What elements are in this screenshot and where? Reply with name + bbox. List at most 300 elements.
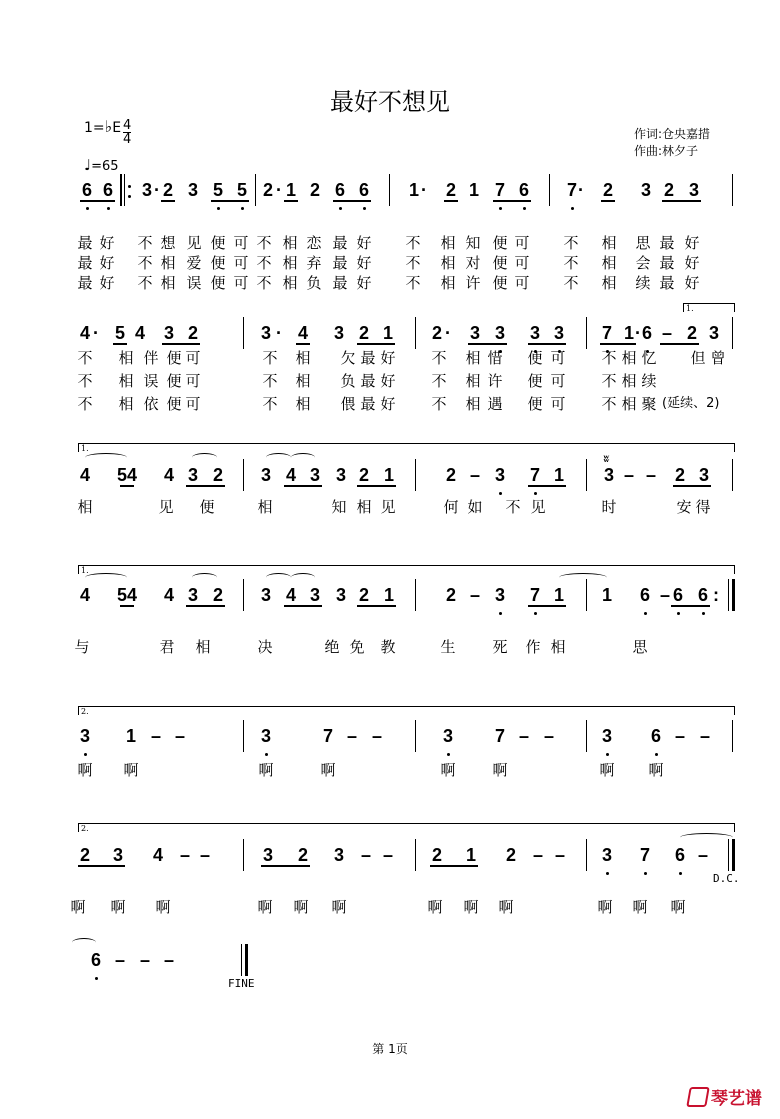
lyric-char: 安 [676, 498, 692, 516]
lyric-char: 可 [514, 234, 530, 252]
lyric-char: 啊 [632, 898, 648, 916]
lyric-char: 生 [440, 638, 456, 656]
lyric-char: 续 [635, 274, 651, 292]
lyric-char: 思 [632, 638, 648, 656]
note: 4 [134, 323, 146, 343]
note: 2 [686, 323, 698, 343]
note: 7 [494, 180, 506, 200]
lyric-char: 不 [77, 395, 93, 413]
underline [261, 865, 310, 867]
underline [600, 343, 636, 345]
underline [186, 485, 225, 487]
lyric-char: 啊 [257, 898, 273, 916]
note: 1 [125, 726, 137, 746]
lyric-char: 相 [195, 638, 211, 656]
note: 2 [505, 845, 517, 865]
lyric-char: 思 [635, 234, 651, 252]
octave-dot-below [95, 977, 98, 980]
note: 2 [187, 323, 199, 343]
volta-label: 1. [81, 444, 89, 453]
lyric-char: 不 [262, 372, 278, 390]
note: 4 [79, 465, 91, 485]
lyric-char: 与 [74, 638, 90, 656]
lyric-char: 啊 [597, 898, 613, 916]
note: 3 [335, 585, 347, 605]
lyric-char: 可 [233, 254, 249, 272]
barline [732, 720, 733, 752]
lyric-char: 时 [601, 498, 617, 516]
octave-dot-below [702, 612, 705, 615]
slur [85, 573, 127, 582]
lyric-char: 相 [465, 349, 481, 367]
barline [243, 317, 244, 349]
double-barline [245, 944, 248, 976]
note: 3 [112, 845, 124, 865]
note: 3 [260, 465, 272, 485]
note: 54 [116, 585, 138, 605]
note: 2 [445, 585, 457, 605]
note: 2 [602, 180, 614, 200]
barline [415, 459, 416, 491]
logo-text: 琴艺谱 [711, 1089, 762, 1109]
note: 3 [688, 180, 700, 200]
lyric-char: 相 [282, 234, 298, 252]
tempo-value: =65 [91, 159, 119, 174]
lyric-char: 不 [137, 274, 153, 292]
lyric-char: 好 [380, 372, 396, 390]
page-number: 第 1页 [372, 1042, 408, 1056]
lyric-char: 不 [563, 274, 579, 292]
note: 2 [79, 845, 91, 865]
underline [528, 485, 566, 487]
note: 2 [431, 323, 443, 343]
note: 3 [553, 323, 565, 343]
note: 1 [465, 845, 477, 865]
augmentation-dot: · [276, 180, 282, 200]
barline [415, 317, 416, 349]
slur [291, 573, 315, 582]
lyric-char: 啊 [123, 761, 139, 779]
lyric-char: 啊 [463, 898, 479, 916]
note: 2 [358, 585, 370, 605]
lyric-char: 君 [159, 638, 175, 656]
note: 1 [553, 585, 565, 605]
lyric-char: 好 [99, 254, 115, 272]
lyric-char: 相 [465, 395, 481, 413]
lyric-char: 好 [99, 234, 115, 252]
lyric-char: 最 [659, 254, 675, 272]
note: 5 [236, 180, 248, 200]
volta-bracket [78, 443, 735, 452]
lyric-char: 相 [282, 274, 298, 292]
augmentation-dot: · [93, 323, 99, 343]
lyric-char: 可 [550, 372, 566, 390]
lyric-char: 好 [356, 234, 372, 252]
note: 4 [285, 465, 297, 485]
note: 3 [187, 180, 199, 200]
lyric-char: 可 [233, 274, 249, 292]
note: 2 [663, 180, 675, 200]
lyric-char: 便 [492, 254, 508, 272]
lyric-char: 曾 [710, 349, 726, 367]
note: 3 [494, 585, 506, 605]
underline [333, 200, 371, 202]
lyric-char: 啊 [331, 898, 347, 916]
lyric-char: 爱 [186, 254, 202, 272]
lyric-char: 惜 [487, 349, 503, 367]
underline [357, 605, 396, 607]
note: 4 [152, 845, 164, 865]
note: 3 [603, 465, 615, 485]
underline [662, 200, 701, 202]
lyric-char: 相 [621, 372, 637, 390]
lyric-char: 可 [550, 349, 566, 367]
note: 3 [141, 180, 153, 200]
note: 1 [382, 323, 394, 343]
note: 7 [529, 465, 541, 485]
note: 3 [442, 726, 454, 746]
barline [255, 174, 256, 206]
dash: – [645, 465, 657, 485]
underline [284, 200, 298, 202]
lyric-char: 如 [467, 498, 483, 516]
note: 2 [674, 465, 686, 485]
note: 6 [90, 950, 102, 970]
lyric-char: 好 [99, 274, 115, 292]
key-prefix: 1= [84, 120, 105, 136]
lyric-char: 相 [257, 498, 273, 516]
lyric-char: 好 [684, 254, 700, 272]
barline [586, 839, 587, 871]
lyric-char: 误 [143, 372, 159, 390]
note: 2 [297, 845, 309, 865]
lyric-char: 见 [158, 498, 174, 516]
octave-dot-below [499, 612, 502, 615]
note: 3 [333, 323, 345, 343]
volta-label: 1. [686, 304, 694, 313]
logo-icon [686, 1087, 710, 1107]
lyric-char: 不 [405, 254, 421, 272]
note: 3 [698, 465, 710, 485]
lyric-char: 好 [380, 395, 396, 413]
octave-dot-below [571, 207, 574, 210]
note: 6 [81, 180, 93, 200]
barline [586, 459, 587, 491]
lyric-char: 不 [137, 234, 153, 252]
barline [732, 317, 733, 349]
barline [243, 720, 244, 752]
note: 7 [601, 323, 613, 343]
note: 6 [650, 726, 662, 746]
lyric-char: 便 [492, 234, 508, 252]
lyric-char: 不 [431, 395, 447, 413]
barline [415, 720, 416, 752]
note: 1 [623, 323, 635, 343]
note: 4 [163, 465, 175, 485]
barline [586, 579, 587, 611]
octave-dot-below [523, 207, 526, 210]
navigation-mark: D.C. [713, 872, 740, 885]
quarter-note-icon: ♩ [84, 156, 92, 174]
lyric-char: 最 [77, 274, 93, 292]
lyric-char: 弃 [306, 254, 322, 272]
lyric-char: 相 [440, 254, 456, 272]
note: 54 [116, 465, 138, 485]
dash: – [543, 726, 555, 746]
lyric-char: 最 [659, 274, 675, 292]
underline [671, 605, 710, 607]
lyric-char: 不 [77, 372, 93, 390]
dash: – [469, 465, 481, 485]
lyric-char: 啊 [440, 761, 456, 779]
octave-dot-below [265, 753, 268, 756]
note: 7 [639, 845, 651, 865]
note: 3 [601, 845, 613, 865]
composer-credit: 作曲:林夕子 [634, 144, 699, 158]
underline [78, 865, 125, 867]
note: 3 [163, 323, 175, 343]
lyric-char: 相 [77, 498, 93, 516]
underline [284, 605, 322, 607]
double-barline [732, 579, 735, 611]
lyric-char: 不 [137, 254, 153, 272]
lyric-char: 不 [262, 349, 278, 367]
note: 6 [334, 180, 346, 200]
slur [291, 453, 315, 462]
lyric-char: 对 [465, 254, 481, 272]
lyric-char: 不 [256, 254, 272, 272]
lyric-char: 相 [118, 372, 134, 390]
lyric-char: 便 [527, 349, 543, 367]
lyric-char: 决 [257, 638, 273, 656]
note: 2 [358, 323, 370, 343]
lyric-char: 便 [166, 395, 182, 413]
underline [673, 485, 711, 487]
lyric-char: 不 [431, 349, 447, 367]
lyric-char: 得 [695, 498, 711, 516]
note: 1 [553, 465, 565, 485]
note: : [713, 585, 719, 605]
lyric-char: 相 [550, 638, 566, 656]
octave-dot-below [655, 753, 658, 756]
octave-dot-below [241, 207, 244, 210]
note: 7 [566, 180, 578, 200]
octave-dot-below [447, 753, 450, 756]
key-tone: E [112, 120, 122, 136]
note: 2 [445, 180, 457, 200]
note: 6 [518, 180, 530, 200]
octave-dot-below [677, 612, 680, 615]
lyric-char: 偎 [340, 395, 356, 413]
note: 3 [309, 585, 321, 605]
note: 2 [358, 465, 370, 485]
underline [430, 865, 478, 867]
lyric-char: 可 [550, 395, 566, 413]
lyric-char: 欠 [340, 349, 356, 367]
barline [586, 317, 587, 349]
lyric-char: 好 [684, 274, 700, 292]
lyric-char: 啊 [155, 898, 171, 916]
octave-dot-below [499, 492, 502, 495]
lyric-char: 教 [380, 638, 396, 656]
note: 3 [260, 585, 272, 605]
lyric-char: 不 [256, 274, 272, 292]
lyric-char: 最 [360, 349, 376, 367]
lyric-char: 啊 [70, 898, 86, 916]
augmentation-dot: · [421, 180, 427, 200]
slur [192, 573, 217, 582]
augmentation-dot: · [154, 180, 160, 200]
underline [120, 605, 134, 607]
lyric-char: 续 [641, 372, 657, 390]
time-signature [123, 119, 131, 146]
note: 1 [468, 180, 480, 200]
lyric-char: 可 [185, 372, 201, 390]
octave-dot-below [606, 753, 609, 756]
underline [211, 200, 249, 202]
underline [186, 605, 225, 607]
lyric-char: 相 [601, 274, 617, 292]
barline [415, 579, 416, 611]
barline [243, 839, 244, 871]
lyric-char: 但 [690, 349, 706, 367]
lyric-char: 便 [166, 372, 182, 390]
lyric-char: 最 [360, 395, 376, 413]
octave-dot-below [86, 207, 89, 210]
note: 4 [285, 585, 297, 605]
note: 3 [494, 323, 506, 343]
underline [528, 343, 566, 345]
lyric-char: 相 [621, 349, 637, 367]
lyric-char: 最 [77, 254, 93, 272]
lyric-char: 知 [465, 234, 481, 252]
octave-dot-below [534, 612, 537, 615]
site-logo [688, 1084, 762, 1109]
note: 2 [162, 180, 174, 200]
volta-bracket [78, 823, 735, 832]
note: 3 [79, 726, 91, 746]
lyric-char: 便 [210, 274, 226, 292]
lyric-char: 可 [514, 274, 530, 292]
lyric-char: 便 [210, 234, 226, 252]
lyric-char: 啊 [498, 898, 514, 916]
song-title: 最好不想见 [330, 88, 450, 116]
lyric-char: 许 [487, 372, 503, 390]
dash: – [661, 323, 673, 343]
underline [444, 200, 458, 202]
lyric-char: 便 [527, 395, 543, 413]
double-barline [728, 839, 729, 871]
lyric-char: 不 [262, 395, 278, 413]
note: 4 [163, 585, 175, 605]
lyric-char: 负 [306, 274, 322, 292]
dash: – [346, 726, 358, 746]
volta-bracket [78, 706, 735, 715]
note: 3 [260, 726, 272, 746]
dash: – [174, 726, 186, 746]
time-bottom: 4 [123, 132, 132, 147]
lyric-char: 相 [621, 395, 637, 413]
tempo-marking [84, 157, 119, 175]
slur [266, 573, 291, 582]
lyric-char: 见 [186, 234, 202, 252]
lyric-char: 作 [525, 638, 541, 656]
octave-dot-below [679, 872, 682, 875]
note: 6 [672, 585, 684, 605]
dash: – [199, 845, 211, 865]
octave-dot-below [84, 753, 87, 756]
lyric-char: 见 [380, 498, 396, 516]
underline [357, 485, 396, 487]
underline [357, 343, 395, 345]
lyric-char: 便 [199, 498, 215, 516]
lyric-char: 相 [160, 254, 176, 272]
note: 1 [383, 465, 395, 485]
lyric-char: 遇 [487, 395, 503, 413]
octave-dot-below [534, 492, 537, 495]
barline [243, 459, 244, 491]
note: 3 [601, 726, 613, 746]
note: 5 [212, 180, 224, 200]
note: 6 [697, 585, 709, 605]
lyric-char: 不 [405, 274, 421, 292]
slur [192, 453, 217, 462]
lyric-char: 相 [118, 349, 134, 367]
barline [415, 839, 416, 871]
augmentation-dot: · [445, 323, 451, 343]
lyric-char: 相 [295, 372, 311, 390]
lyric-char: 啊 [293, 898, 309, 916]
lyric-char: 想 [160, 234, 176, 252]
octave-dot-below [606, 872, 609, 875]
lyric-char: 相 [118, 395, 134, 413]
note: 5 [114, 323, 126, 343]
lyric-char: 便 [527, 372, 543, 390]
lyric-char: 死 [492, 638, 508, 656]
barline [243, 579, 244, 611]
lyric-char: 最 [332, 234, 348, 252]
dash: – [554, 845, 566, 865]
note: 3 [260, 323, 272, 343]
note: 3 [469, 323, 481, 343]
barline [732, 174, 733, 206]
note: 3 [640, 180, 652, 200]
lyric-char: 不 [77, 349, 93, 367]
dash: – [139, 950, 151, 970]
lyric-char: 啊 [110, 898, 126, 916]
lyric-char: 不 [405, 234, 421, 252]
lyric-char: 何 [443, 498, 459, 516]
lyric-char: 相 [440, 274, 456, 292]
note: 6 [641, 323, 653, 343]
lyric-char: 聚 [641, 395, 657, 413]
note: 3 [335, 465, 347, 485]
lyric-char: 便 [492, 274, 508, 292]
underline [161, 200, 175, 202]
lyric-char: 可 [233, 234, 249, 252]
note: 3 [187, 585, 199, 605]
double-barline [241, 944, 242, 976]
octave-dot-below [339, 207, 342, 210]
note: 3 [708, 323, 720, 343]
lyric-char: 相 [295, 395, 311, 413]
note: 2 [212, 465, 224, 485]
slur [85, 453, 127, 462]
note: 3 [333, 845, 345, 865]
underline [468, 343, 507, 345]
flat-icon: ♭ [104, 117, 113, 136]
augmentation-dot: · [276, 323, 282, 343]
